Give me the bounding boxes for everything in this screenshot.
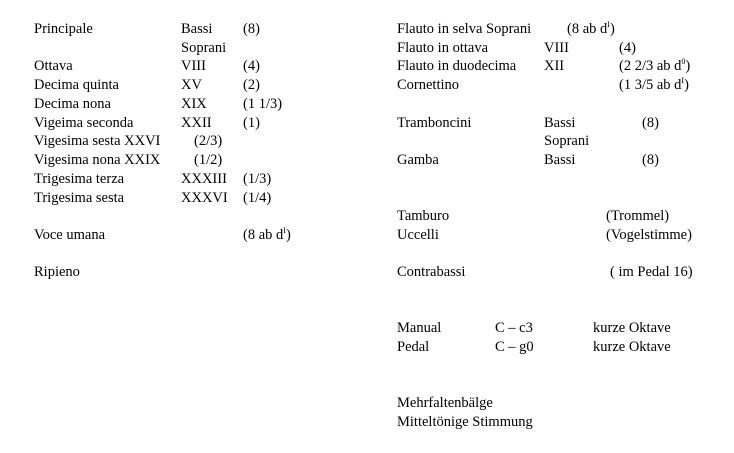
bellows-text: Mehrfaltenbälge	[397, 395, 493, 411]
stop-principale-bassi: Bassi	[181, 21, 213, 37]
stop-cornettino-name: Cornettino	[397, 77, 460, 93]
stop-uccelli-note: (Vogelstimme)	[606, 227, 692, 243]
stop-contrabassi-name: Contrabassi	[397, 264, 466, 280]
manual-note: kurze Oktave	[593, 320, 671, 336]
stop-flauto-selva-name: Flauto in selva Soprani	[397, 21, 532, 37]
stop-principale-name: Principale	[34, 21, 93, 37]
stop-ripieno-name: Ripieno	[34, 264, 80, 280]
stop-trigesima-terza-name: Trigesima terza	[34, 171, 125, 187]
stop-flauto-ottava-name: Flauto in ottava	[397, 40, 489, 56]
stop-decima-quinta-name: Decima quinta	[34, 77, 119, 93]
stop-ottava-name: Ottava	[34, 58, 73, 74]
tuning-text: Mitteltönige Stimmung	[397, 414, 533, 430]
stop-flauto-duodecima-name: Flauto in duodecima	[397, 58, 517, 74]
stop-vigesima-nona-name: Vigesima nona XXIX	[34, 152, 161, 168]
stop-decima-nona-name: Decima nona	[34, 96, 111, 112]
stop-tramboncini-bassi: Bassi	[544, 115, 576, 131]
stop-trigesima-terza-numeral: XXXIII	[181, 171, 227, 187]
stop-flauto-duodecima-pitch: (2 2/3 ab $d^0$)	[619, 57, 691, 74]
stop-flauto-selva-pitch: (8 ab $d^I$)	[567, 20, 615, 37]
stop-uccelli-name: Uccelli	[397, 227, 439, 243]
stop-ottava-pitch: (4)	[243, 58, 260, 74]
pedal-note: kurze Oktave	[593, 339, 671, 355]
stop-trigesima-terza-pitch: (1/3)	[243, 171, 272, 187]
stop-tramboncini-soprani: Soprani	[544, 133, 590, 149]
stop-vigesima-sesta-pitch: (2/3)	[194, 133, 223, 149]
pedal-label: Pedal	[397, 339, 430, 355]
stop-gamba-bassi: Bassi	[544, 152, 576, 168]
manual-label: Manual	[397, 320, 442, 336]
stop-decima-nona-numeral: XIX	[181, 96, 207, 112]
stop-flauto-ottava-numeral: VIII	[544, 40, 569, 56]
stop-voce-umana-pitch: (8 ab $d^I$)	[243, 226, 291, 243]
stop-tramboncini-pitch: (8)	[642, 115, 659, 131]
stop-cornettino-pitch: (1 3/5 ab $d^I$)	[619, 76, 689, 93]
stop-decima-quinta-pitch: (2)	[243, 77, 260, 93]
stop-tramboncini-name: Tramboncini	[397, 115, 472, 131]
stop-decima-nona-pitch: (1 1/3)	[243, 96, 283, 112]
pedal-range: C – g0	[495, 339, 534, 355]
stop-vigesima-nona-pitch: (1/2)	[194, 152, 223, 168]
stop-voce-umana-name: Voce umana	[34, 227, 105, 243]
stop-vigeima-seconda-pitch: (1)	[243, 115, 260, 131]
stop-decima-quinta-numeral: XV	[181, 77, 202, 93]
stop-flauto-ottava-pitch: (4)	[619, 40, 636, 56]
stop-principale-pitch: (8)	[243, 21, 260, 37]
stop-vigesima-sesta-name: Vigesima sesta XXVI	[34, 133, 161, 149]
stop-trigesima-sesta-numeral: XXXVI	[181, 190, 228, 206]
manual-range: C – c3	[495, 320, 533, 336]
stop-trigesima-sesta-pitch: (1/4)	[243, 190, 272, 206]
stop-gamba-pitch: (8)	[642, 152, 659, 168]
stop-vigeima-seconda-numeral: XXII	[181, 115, 212, 131]
stop-gamba-name: Gamba	[397, 152, 439, 168]
stop-flauto-duodecima-numeral: XII	[544, 58, 565, 74]
stop-vigeima-seconda-name: Vigeima seconda	[34, 115, 134, 131]
stop-trigesima-sesta-name: Trigesima sesta	[34, 190, 125, 206]
stop-principale-soprani: Soprani	[181, 40, 227, 56]
stop-tamburo-name: Tamburo	[397, 208, 450, 224]
stop-ottava-numeral: VIII	[181, 58, 206, 74]
stop-contrabassi-note: ( im Pedal 16)	[610, 264, 693, 280]
stop-tamburo-note: (Trommel)	[606, 208, 670, 224]
